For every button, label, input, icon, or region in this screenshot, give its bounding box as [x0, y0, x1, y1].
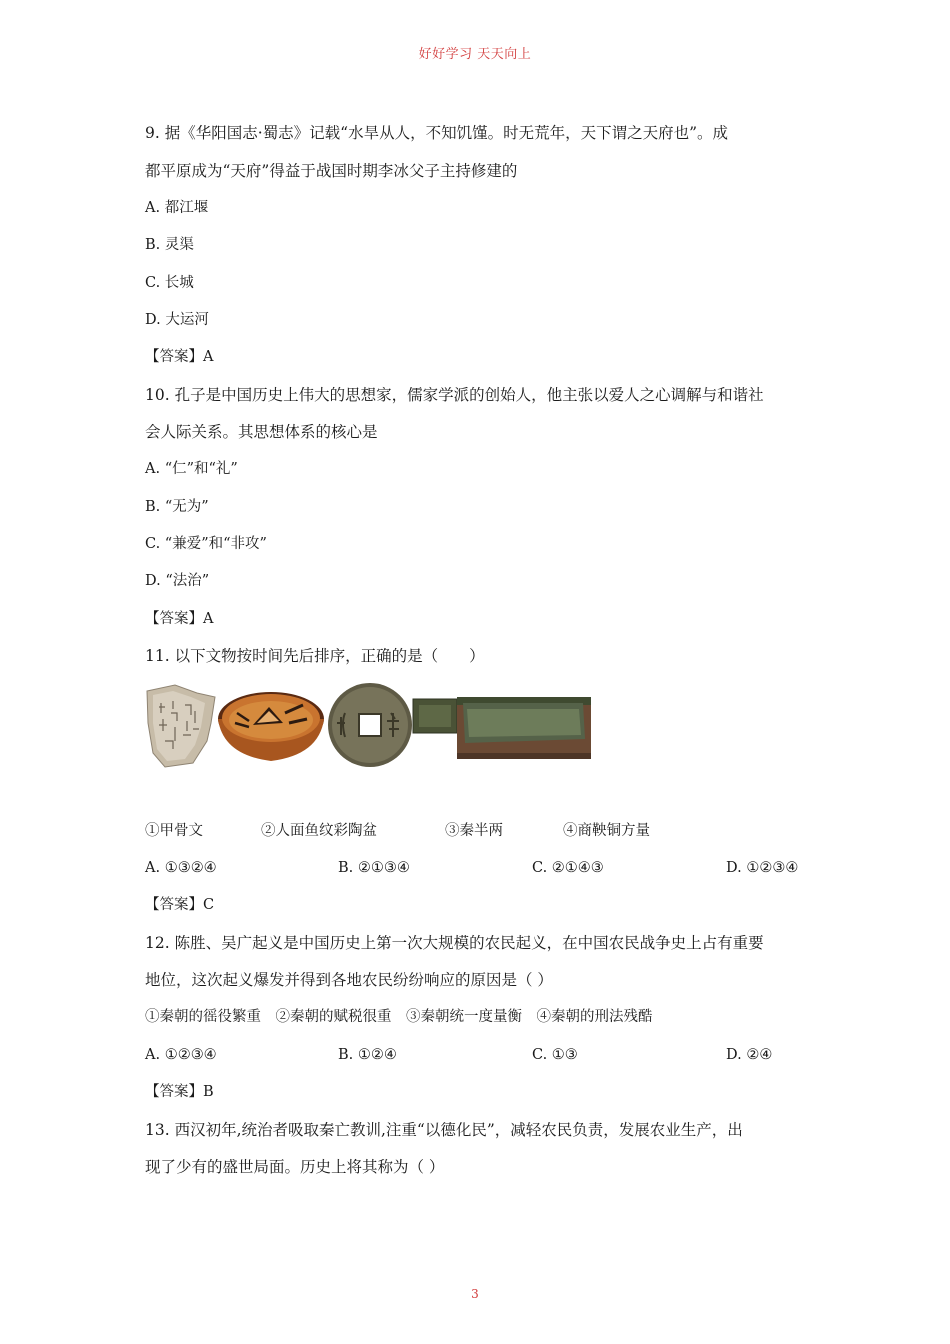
q11-option-b: B. ②①③④ [338, 860, 410, 876]
q10-stem-line2: 会人际关系。其思想体系的核心是 [145, 423, 378, 441]
q11-option-d: D. ①②③④ [726, 860, 799, 876]
q11-answer: 【答案】C [145, 897, 215, 913]
oracle-bone-image [147, 685, 215, 767]
ban-liang-coin-image [328, 683, 412, 767]
q11-option-c: C. ②①④③ [532, 860, 604, 876]
q12-option-a: A. ①②③④ [145, 1047, 217, 1063]
q11-options-row [145, 858, 825, 878]
artifact-images [145, 683, 595, 768]
q13-stem-line1: 13. 西汉初年,统治者吸取秦亡教训,注重“以德化民”，减轻农民负责，发展农业生产，出 [145, 1121, 743, 1139]
q10-option-a: A. “仁”和“礼” [145, 461, 238, 477]
q12-option-c: C. ①③ [532, 1047, 578, 1063]
q10-answer: 【答案】A [145, 611, 214, 627]
page-number: 3 [471, 1287, 479, 1301]
q12-stem-line1: 12. 陈胜、吴广起义是中国历史上第一次大规模的农民起义，在中国农民战争史上占有重要 [145, 934, 764, 952]
q9-option-c: C. 长城 [145, 275, 194, 291]
q10-option-d: D. “法治” [145, 573, 210, 589]
bronze-measure-image [413, 697, 591, 759]
q11-item-3: ③秦半两 [445, 823, 503, 839]
q10-option-c: C. “兼爱”和“非攻” [145, 536, 267, 552]
q10-option-b: B. “无为” [145, 499, 209, 515]
q12-option-d: D. ②④ [726, 1047, 773, 1063]
q12-items: ①秦朝的徭役繁重 ②秦朝的赋税很重 ③秦朝统一度量衡 ④秦朝的刑法残酷 [145, 1009, 653, 1025]
q9-stem-line1: 9. 据《华阳国志·蜀志》记载“水旱从人，不知饥馑。时无荒年，天下谓之天府也”。成 [145, 124, 728, 142]
q10-stem-line1: 10. 孔子是中国历史上伟大的思想家，儒家学派的创始人，他主张以爱人之心调解与和谐社 [145, 386, 764, 404]
q12-option-b: B. ①②④ [338, 1047, 397, 1063]
q11-items-row [145, 821, 825, 841]
q11-option-a: A. ①③②④ [145, 860, 217, 876]
q12-options-row [145, 1045, 825, 1065]
q12-stem-line2: 地位，这次起义爆发并得到各地农民纷纷响应的原因是（ ） [145, 971, 553, 989]
q13-stem-line2: 现了少有的盛世局面。历史上将其称为（ ） [145, 1158, 445, 1176]
q11-item-4: ④商鞅铜方量 [563, 823, 650, 839]
q9-option-b: B. 灵渠 [145, 237, 194, 253]
q9-stem-line2: 都平原成为“天府”得益于战国时期李冰父子主持修建的 [145, 162, 518, 180]
q9-option-d: D. 大运河 [145, 312, 209, 328]
artifact-images-svg [145, 683, 595, 768]
page-header: 好好学习 天天向上 [418, 47, 532, 62]
q11-stem: 11. 以下文物按时间先后排序，正确的是（ ） [145, 647, 485, 665]
pottery-basin-image [218, 692, 324, 761]
q12-answer: 【答案】B [145, 1084, 214, 1100]
q9-answer: 【答案】A [145, 349, 214, 365]
q11-item-1: ①甲骨文 [145, 823, 203, 839]
q11-item-2: ②人面鱼纹彩陶盆 [261, 823, 377, 839]
q9-option-a: A. 都江堰 [145, 200, 209, 216]
